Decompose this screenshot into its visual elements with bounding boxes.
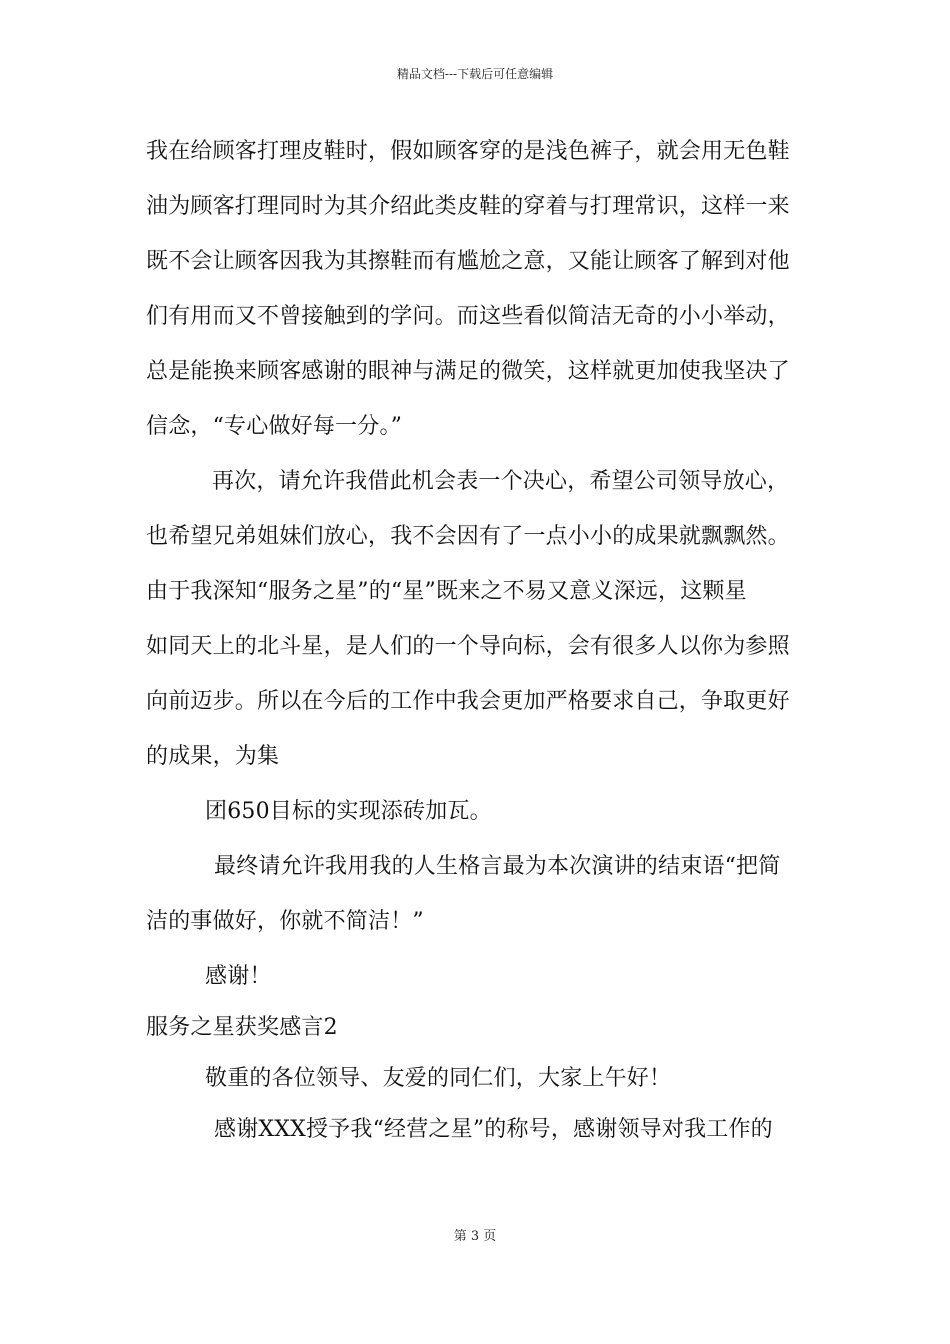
section-heading: 服务之星获奖感言2	[146, 1015, 338, 1040]
body-line: 总是能换来顾客感谢的眼神与满足的微笑，这样就更加使我坚决了	[146, 359, 790, 384]
page-header: 精品文档---下载后可任意编辑	[396, 67, 554, 81]
body-line: 油为顾客打理同时为其介绍此类皮鞋的穿着与打理常识，这样一来	[146, 194, 790, 219]
paragraph-start-line: 感谢XXX授予我“经营之星”的称号，感谢领导对我工作的	[214, 1117, 773, 1142]
paragraph-start-line: 再次，请允许我借此机会表一个决心，希望公司领导放心，	[212, 469, 790, 494]
page-number: 第 3 页	[453, 1229, 497, 1244]
body-line: 洁的事做好，你就不简洁！”	[146, 909, 424, 934]
body-line: 如同天上的北斗星，是人们的一个导向标，会有很多人以你为参照	[146, 634, 790, 659]
paragraph-start-line: 最终请允许我用我的人生格言最为本次演讲的结束语“把简	[214, 854, 781, 879]
body-line: 也希望兄弟姐妹们放心，我不会因有了一点小小的成果就飘飘然。	[146, 524, 790, 549]
body-line: 由于我深知“服务之星”的“星”既来之不易又意义深远，这颗星	[146, 579, 747, 604]
greeting-line: 敬重的各位领导、友爱的同仁们，大家上午好！	[205, 1066, 672, 1091]
thanks-line: 感谢！	[205, 964, 272, 989]
body-line: 我在给顾客打理皮鞋时，假如顾客穿的是浅色裤子，就会用无色鞋	[146, 139, 790, 164]
paragraph-start-line: 团650目标的实现添砖加瓦。	[205, 799, 492, 824]
body-line: 们有用而又不曾接触到的学问。而这些看似简洁无奇的小小举动，	[146, 304, 790, 329]
body-line: 向前迈步。所以在今后的工作中我会更加严格要求自己，争取更好	[146, 689, 790, 714]
body-line: 的成果，为集	[146, 744, 280, 769]
body-line: 既不会让顾客因我为其擦鞋而有尴尬之意，又能让顾客了解到对他	[146, 249, 790, 274]
document-body	[146, 129, 806, 1162]
body-line: 信念，“专心做好每一分。”	[146, 414, 403, 439]
